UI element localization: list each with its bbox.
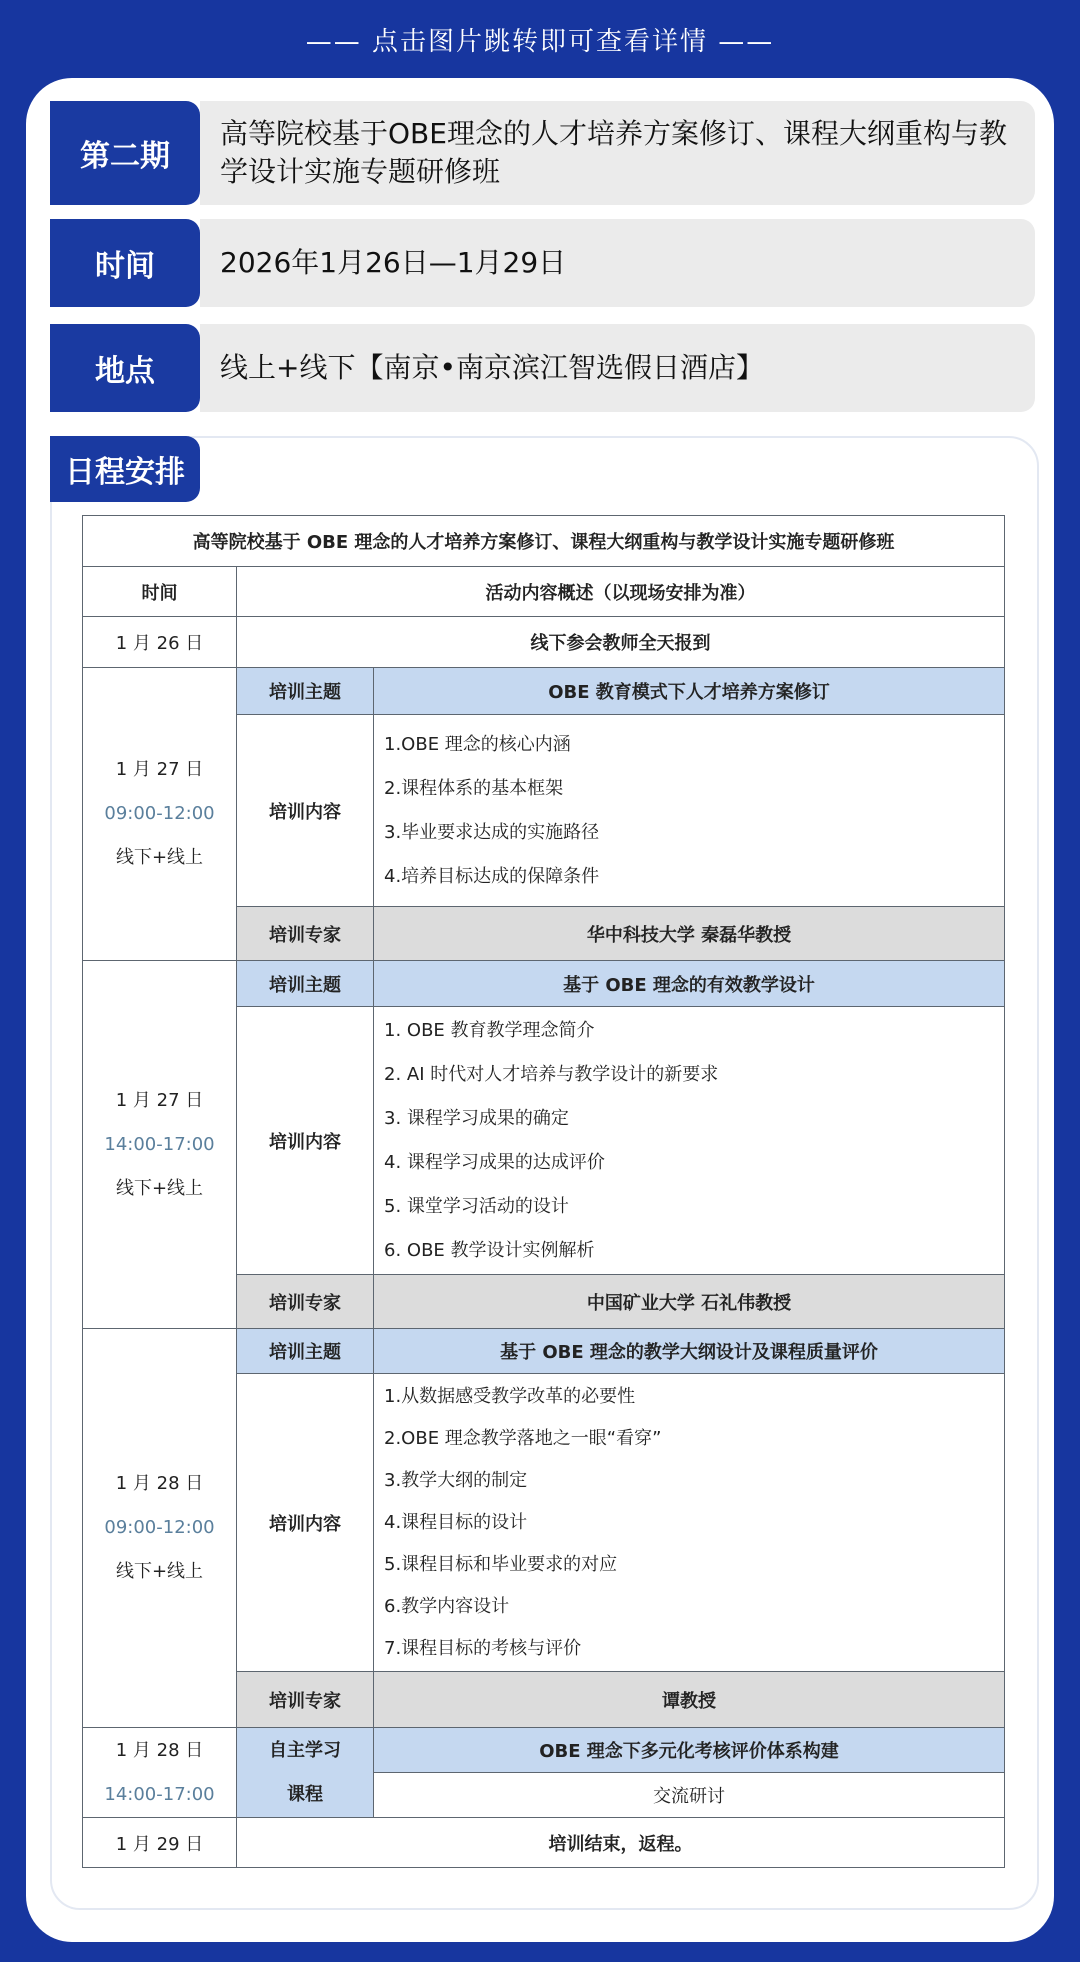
table-title: 高等院校基于 OBE 理念的人才培养方案修订、课程大纲重构与教学设计实施专题研修班 bbox=[83, 516, 1005, 567]
s1-content-list bbox=[374, 715, 1005, 907]
s1-content-label: 培训内容 bbox=[237, 715, 374, 907]
time-label: 时间 bbox=[50, 219, 200, 307]
list-item: 4.培养目标达成的保障条件 bbox=[384, 865, 600, 887]
s2-date-cell bbox=[83, 961, 237, 1329]
s1-expert-label: 培训专家 bbox=[237, 907, 374, 961]
time-value: 2026年1月26日—1月29日 bbox=[200, 219, 1035, 307]
s3-expert-label: 培训专家 bbox=[237, 1672, 374, 1728]
list-item: 2.OBE 理念教学落地之一眼“看穿” bbox=[384, 1427, 662, 1449]
s3-expert: 谭教授 bbox=[374, 1672, 1005, 1728]
schedule-table bbox=[82, 515, 1005, 1868]
s2-mode: 线下+线上 bbox=[115, 1177, 204, 1199]
s2-theme: 基于 OBE 理念的有效教学设计 bbox=[374, 961, 1005, 1007]
s3-content-list bbox=[374, 1374, 1005, 1672]
list-item: 3. 课程学习成果的确定 bbox=[384, 1107, 569, 1129]
list-item: 5. 课堂学习活动的设计 bbox=[384, 1195, 569, 1217]
s1-date: 1 月 27 日 bbox=[115, 759, 204, 780]
s3-time: 09:00-12:00 bbox=[104, 1517, 215, 1538]
list-item: 7.课程目标的考核与评价 bbox=[384, 1637, 582, 1659]
list-item: 3.毕业要求达成的实施路径 bbox=[384, 821, 600, 843]
session-title: 高等院校基于OBE理念的人才培养方案修订、课程大纲重构与教学设计实施专题研修班 bbox=[200, 101, 1035, 205]
s4-time: 14:00-17:00 bbox=[104, 1783, 215, 1805]
s2-content-list bbox=[374, 1007, 1005, 1275]
day1-date: 1 月 26 日 bbox=[83, 617, 237, 668]
list-item: 1.OBE 理念的核心内涵 bbox=[384, 733, 571, 755]
session-label: 第二期 bbox=[50, 101, 200, 205]
s2-expert: 中国矿业大学 石礼伟教授 bbox=[374, 1275, 1005, 1329]
last-day-date: 1 月 29 日 bbox=[83, 1818, 237, 1868]
col-header-time: 时间 bbox=[83, 567, 237, 617]
last-day-content: 培训结束，返程。 bbox=[237, 1818, 1005, 1868]
place-value: 线上+线下【南京•南京滨江智选假日酒店】 bbox=[200, 324, 1035, 412]
s3-theme-label: 培训主题 bbox=[237, 1329, 374, 1374]
s3-date: 1 月 28 日 bbox=[115, 1473, 204, 1494]
place-row bbox=[50, 324, 1035, 412]
list-item: 4.课程目标的设计 bbox=[384, 1511, 528, 1533]
s1-date-cell bbox=[83, 668, 237, 961]
list-item: 5.课程目标和毕业要求的对应 bbox=[384, 1553, 618, 1575]
s3-content-label: 培训内容 bbox=[237, 1374, 374, 1672]
s4-date: 1 月 28 日 bbox=[115, 1739, 204, 1761]
list-item: 1.从数据感受教学改革的必要性 bbox=[384, 1385, 636, 1407]
s1-time: 09:00-12:00 bbox=[104, 803, 215, 824]
s3-theme: 基于 OBE 理念的教学大纲设计及课程质量评价 bbox=[374, 1329, 1005, 1374]
s4-date-cell bbox=[83, 1728, 237, 1818]
s4-label-line2: 课程 bbox=[287, 1783, 323, 1805]
list-item: 1. OBE 教育教学理念简介 bbox=[384, 1019, 595, 1041]
col-header-content: 活动内容概述（以现场安排为准） bbox=[237, 567, 1005, 617]
s2-content-label: 培训内容 bbox=[237, 1007, 374, 1275]
s2-date: 1 月 27 日 bbox=[115, 1089, 204, 1111]
s3-mode: 线下+线上 bbox=[115, 1561, 204, 1582]
list-item: 3.教学大纲的制定 bbox=[384, 1469, 528, 1491]
s2-theme-label: 培训主题 bbox=[237, 961, 374, 1007]
s4-label-line1: 自主学习 bbox=[269, 1739, 341, 1761]
list-item: 6. OBE 教学设计实例解析 bbox=[384, 1239, 595, 1261]
s2-time: 14:00-17:00 bbox=[104, 1133, 215, 1155]
time-row bbox=[50, 219, 1035, 307]
list-item: 2. AI 时代对人才培养与教学设计的新要求 bbox=[384, 1063, 719, 1085]
list-item: 4. 课程学习成果的达成评价 bbox=[384, 1151, 605, 1173]
s2-expert-label: 培训专家 bbox=[237, 1275, 374, 1329]
s4-theme: OBE 理念下多元化考核评价体系构建 bbox=[374, 1728, 1005, 1773]
s3-date-cell bbox=[83, 1329, 237, 1728]
session-row bbox=[50, 101, 1035, 205]
s4-content: 交流研讨 bbox=[374, 1773, 1005, 1818]
list-item: 2.课程体系的基本框架 bbox=[384, 777, 564, 799]
s1-expert: 华中科技大学 秦磊华教授 bbox=[374, 907, 1005, 961]
s1-theme: OBE 教育模式下人才培养方案修订 bbox=[374, 668, 1005, 715]
schedule-tab: 日程安排 bbox=[50, 436, 200, 502]
s1-mode: 线下+线上 bbox=[115, 847, 204, 868]
list-item: 6.教学内容设计 bbox=[384, 1595, 510, 1617]
s4-label-cell bbox=[237, 1728, 374, 1818]
top-banner[interactable]: —— 点击图片跳转即可查看详情 —— bbox=[305, 26, 775, 57]
day1-content: 线下参会教师全天报到 bbox=[237, 617, 1005, 668]
place-label: 地点 bbox=[50, 324, 200, 412]
s1-theme-label: 培训主题 bbox=[237, 668, 374, 715]
